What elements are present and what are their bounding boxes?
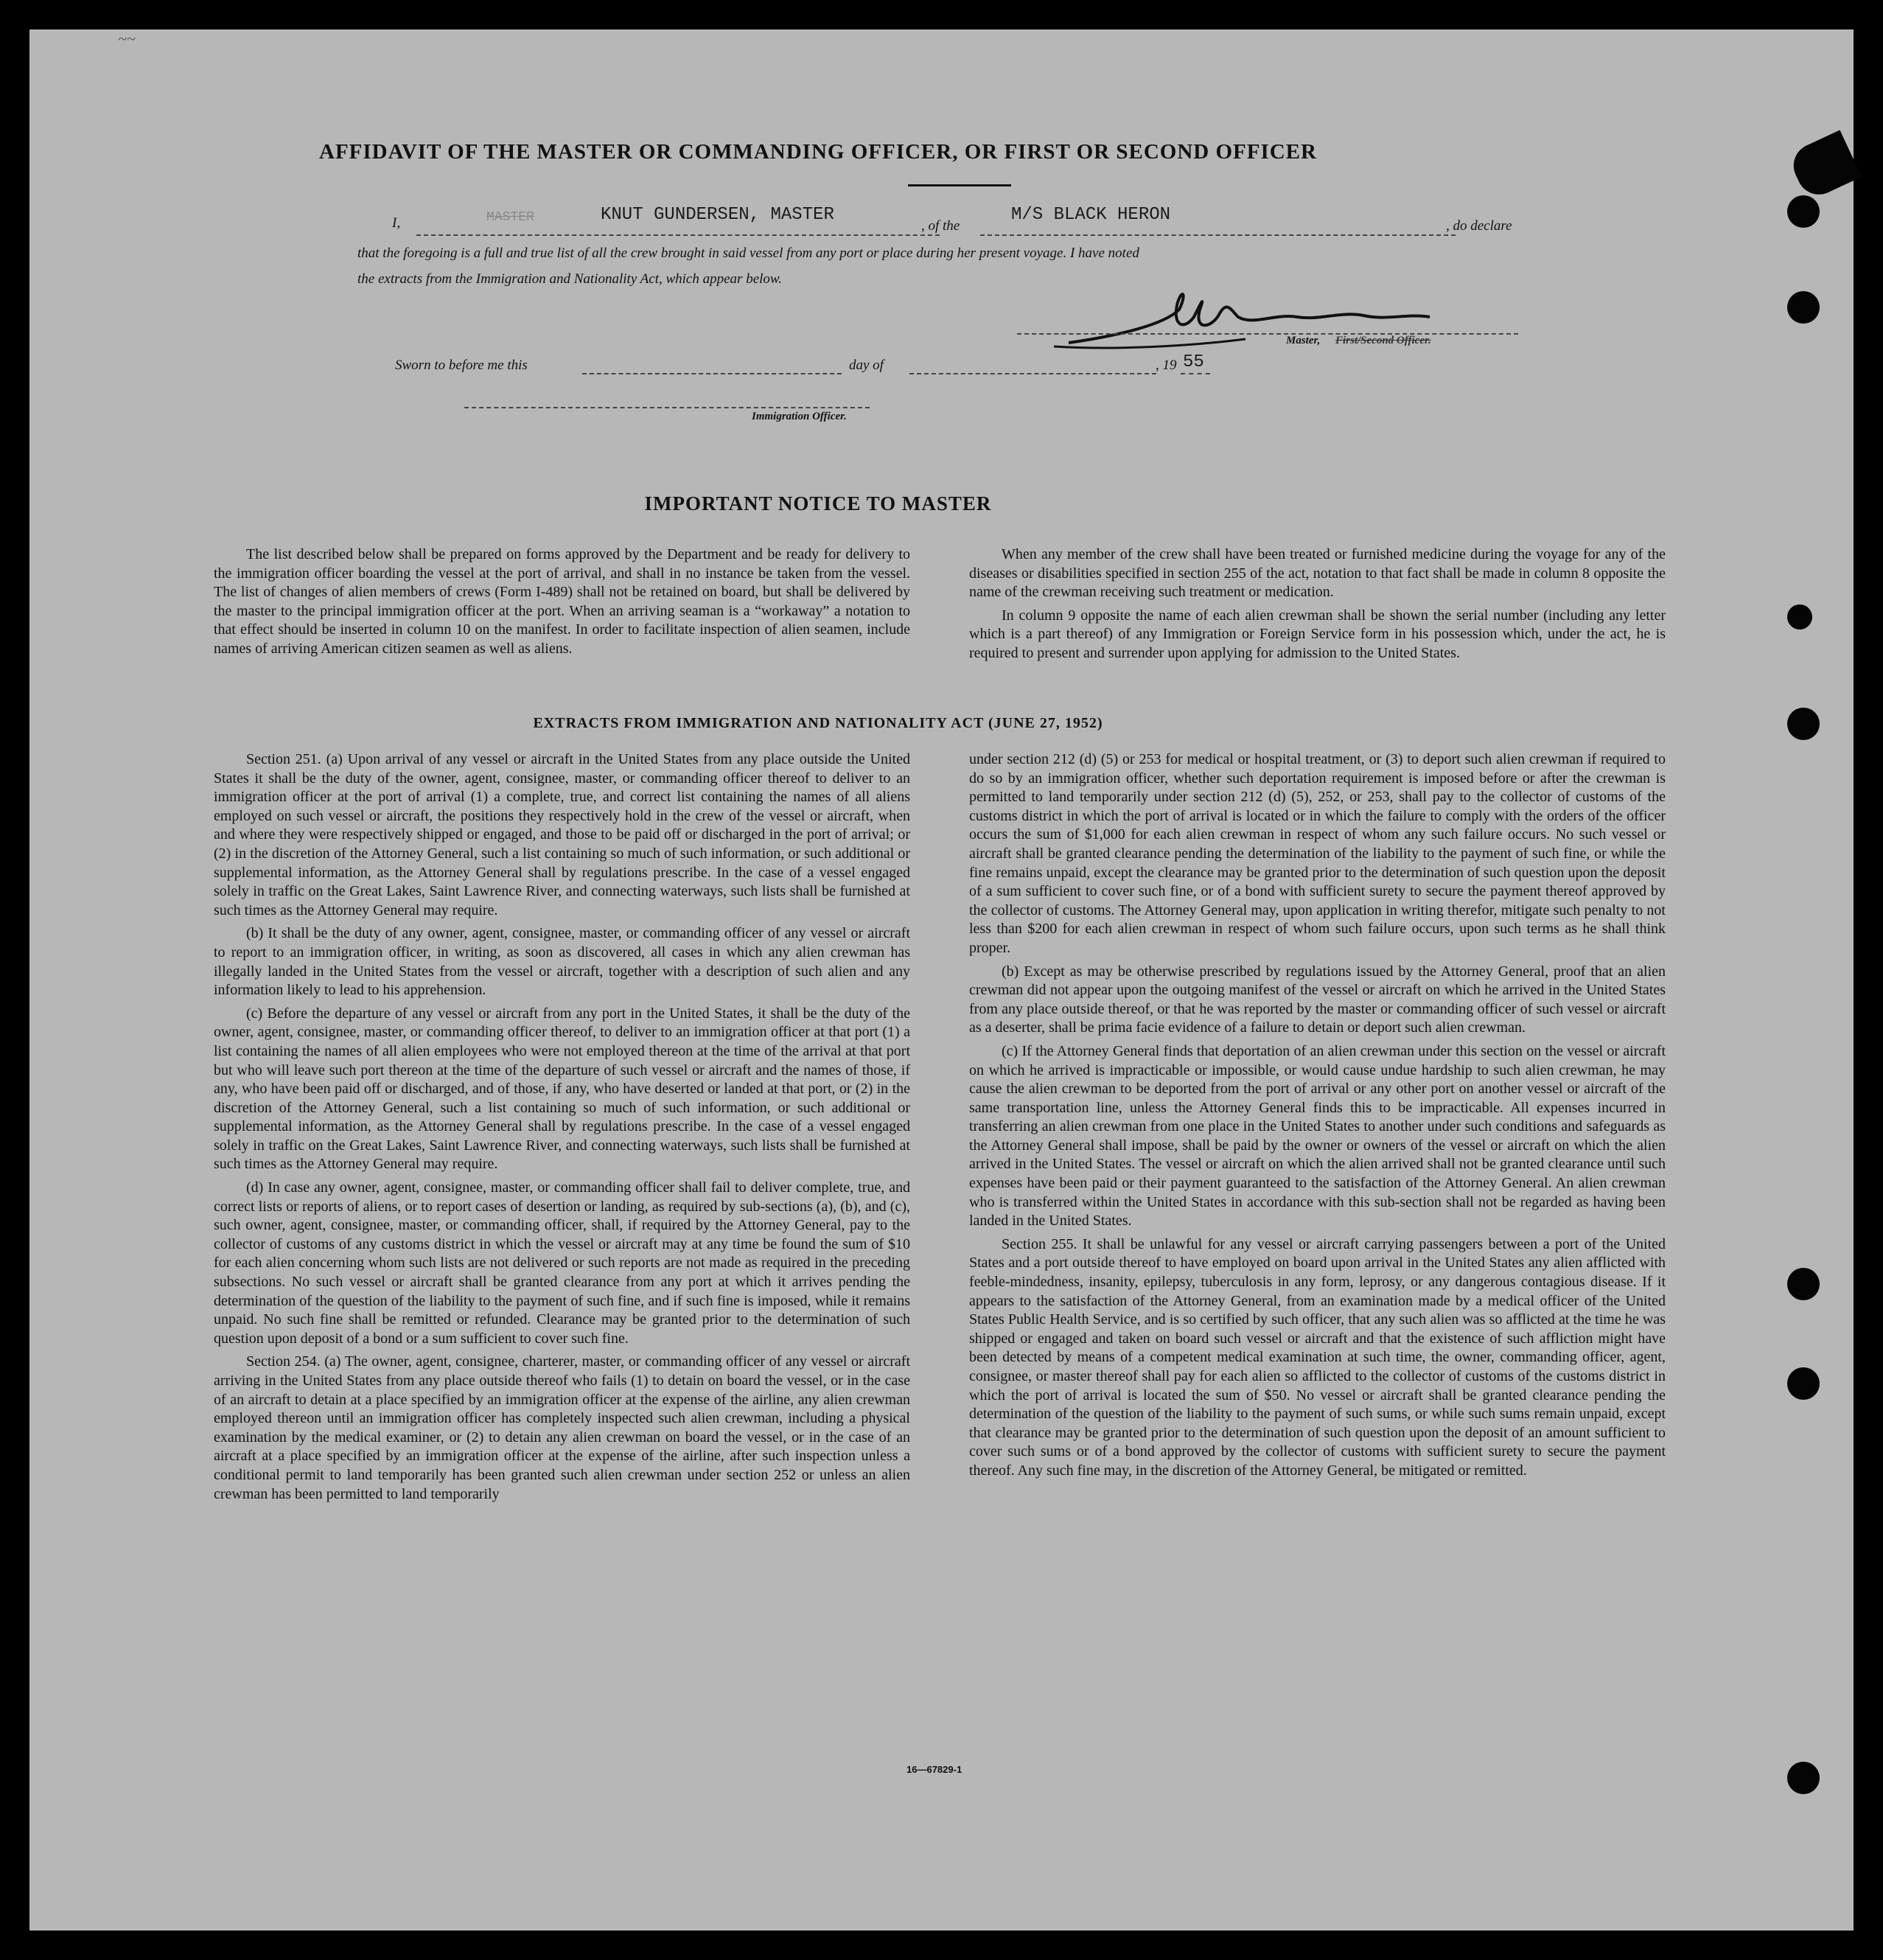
signature-line [1017, 333, 1518, 335]
binder-hole [1787, 1762, 1820, 1794]
binder-hole [1787, 1268, 1820, 1300]
section-251-b: (b) It shall be the duty of any owner, agent, consignee, master, or commanding officer of any vessel or aircraft to report to an immigration officer, in writing, as soon as discovered, all cases in which any alien crewman has illegally landed in the United States from the vessel or aircraft, together with a description of such alien and any information likely to lead to his apprehension. [214, 925, 910, 999]
binder-hole [1787, 1367, 1820, 1400]
section-254-a-continued: under section 212 (d) (5) or 253 for medical or hospital treatment, or (3) to deport such alien crewman if required to do so by an immigration officer, whether such deportation requirement is imposed before or after the crewman is permitted to land temporarily under section 212 (d) (5), 252, or 253, shall pay to the collector of customs of the customs district in which the port of arrival is located or in which the failure to comply with the orders of the officer occurs the sum of $1,000 for each alien crewman in respect of whom any such failure occurs. No such vessel or aircraft shall be granted clearance pending the determination of the liability to the payment of such fine, or while the fine remains unpaid, except the clearance may be granted prior to the determination of such question upon the deposit of a sum sufficient to cover such fine, or of a bond with sufficient surety to secure the payment thereof approved by the collector of customs. The Attorney General may, upon application in writing therefor, mitigate such penalty to not less than $200 for each alien crewman in respect of whom such failure occurs, upon such terms as he shall think proper. [969, 751, 1666, 956]
struck-officer-label: First/Second Officer. [1335, 335, 1431, 346]
affidavit-title: AFFIDAVIT OF THE MASTER OR COMMANDING OFFICER, OR FIRST OR SECOND OFFICER [319, 140, 1317, 164]
section-251-c: (c) Before the departure of any vessel or aircraft from any port in the United States, it shall be the duty of the owner, agent, consignee, master, or commanding officer thereof, to deliver to an immigration officer at that port (1) a list containing the names of all alien employees who were not employed thereon at the time of the arrival at that port but who will leave such port thereon at the time of the departure of such vessel or aircraft and the names of those, if any, who have been paid off or discharged, and of those, if any, who have deserted or landed at that port, or (2) in the discretion of the Attorney General, such a list containing so much of such information, or such additional or supplemental information, as the Attorney General shall by regulations prescribe. In the case of a vessel engaged solely in traffic on the Great Lakes, Saint Lawrence River, and connecting waterways, such lists shall be furnished at such times as the Attorney General may require. [214, 1005, 910, 1173]
affidavit-statement-1: that the foregoing is a full and true list of all the crew brought in said vessel from any port or place during her present voyage. I have noted [357, 245, 1139, 261]
corner-pencil-mark: ~~ [118, 29, 136, 48]
section-251-a: Section 251. (a) Upon arrival of any vessel or aircraft in the United States from any place outside the United States it shall be the duty of the owner, agent, consignee, master, or commanding officer thereof to deliver to an immigration officer at the port of arrival (1) a complete, true, and correct list containing the names of all aliens employed on such vessel or aircraft, the positions they respectively hold in the crew of the vessel or aircraft, when and where they were respectively shipped or engaged, and those to be paid off or discharged in the port of arrival; or (2) in the discretion of the Attorney General, such a list containing so much of such information, or such additional or supplemental information, as the Attorney General shall by regulations prescribe. In the case of a vessel engaged solely in traffic on the Great Lakes, Saint Lawrence River, and connecting waterways, such lists shall be furnished at such times as the Attorney General may require. [214, 751, 910, 918]
section-254-a: Section 254. (a) The owner, agent, consignee, charterer, master, or commanding officer of any vessel or aircraft arriving in the United States from any place outside thereof who fails (1) to detain on board the vessel, or in the case of an aircraft to detain at a place specified by an immigration officer at the expense of the airline, any alien crewman employed thereon until an immigration officer has completely inspected such alien crewman, including a physical examination by the medical examiner, or (2) to detain any alien crewman on board the vessel, or in the case of an aircraft at a place specified by an immigration officer at the expense of the airline, after such inspection unless a conditional permit to land temporarily has been granted such alien crewman under section 252 or unless an alien crewman has been permitted to land temporarily [214, 1353, 910, 1502]
notice-right-column [969, 545, 1666, 668]
binder-hole [1787, 291, 1820, 324]
extracts-right-column [969, 750, 1666, 1485]
label-sworn-before: Sworn to before me this [395, 358, 528, 373]
year-line [1181, 373, 1210, 374]
sworn-month-line [909, 373, 1156, 374]
vessel-line [980, 234, 1456, 236]
master-signature [1054, 280, 1467, 361]
label-i: I, [392, 215, 401, 231]
torn-edge [1786, 130, 1862, 201]
binder-hole [1787, 195, 1820, 228]
label-master: Master, [1286, 335, 1321, 346]
section-251-d: (d) In case any owner, agent, consignee, master, or commanding officer shall fail to deliver complete, true, and correct lists or reports of aliens, or to report cases of desertion or landing, as required by sub-sections (a), (b), and (c), such owner, agent, consignee, master, or commanding officer, shall, if required by the Attorney General, pay to the collector of customs of any customs district in which the vessel or aircraft may at any time be found the sum of $10 for each alien concerning whom such lists are not delivered or such reports are not made as required in the preceding subsections. No such vessel or aircraft shall be granted clearance from any port at which it arrives pending the determination of the question of the liability to the payment of such fine, and if such fine is imposed, while it remains unpaid. No such fine shall be remitted or refunded. Clearance may be granted prior to the determination of such question upon deposit of a bond or a sum sufficient to cover such fine. [214, 1179, 910, 1347]
sworn-day-line [582, 373, 842, 374]
struck-master-word: MASTER [486, 210, 534, 225]
section-254-b: (b) Except as may be otherwise prescribed by regulations issued by the Attorney General, proof that an alien crewman did not appear upon the outgoing manifest of the vessel or aircraft on which he arrived in the United States from any place outside thereof, or that he was reported by the master or commanding officer of such vessel or aircraft as a deserter, shall be prima facie evidence of a failure to detain or deport such alien crewman. [969, 963, 1666, 1036]
title-rule [908, 184, 1011, 186]
notice-left-column [214, 545, 910, 663]
notice-left-paragraph: The list described below shall be prepared on forms approved by the Department and be ready for delivery to the immigration officer boarding the vessel at the port of arrival, and shall in no instance be taken from the vessel. The list of changes of alien members of crews (Form I-489) shall not be retained on board, but shall be delivered by the master to the principal immigration officer at the port. When an arriving seaman is a “workaway” a notation to that effect should be inserted in column 10 on the manifest. In order to facilitate inspection of alien seamen, include names of arriving American citizen seamen as well as aliens. [214, 546, 910, 657]
document-page [29, 29, 1854, 1931]
binder-hole [1787, 708, 1820, 740]
extracts-left-column [214, 750, 910, 1508]
year-suffix: 55 [1183, 352, 1204, 372]
label-day-of: day of [849, 358, 884, 373]
binder-hole [1787, 604, 1812, 629]
declarant-name: KNUT GUNDERSEN, MASTER [601, 205, 834, 225]
section-255: Section 255. It shall be unlawful for any vessel or aircraft carrying passengers between a port of the United States and a port outside thereof to have employed on board upon arrival in the United States any alien afflicted with feeble-mindedness, insanity, epilepsy, tuberculosis in any form, leprosy, or any dangerous contagious disease. If it appears to the satisfaction of the Attorney General, from an examination made by a medical officer of the United States Public Health Service, and is so certified by such officer, that any such alien was so afflicted at the time he was shipped or engaged and taken on board such vessel or aircraft and that the existence of such affliction might have been detected by means of a competent medical examination at such time, the owner, commanding officer, agent, consignee, or master thereof shall pay for each alien so afflicted to the collector of customs of the customs district in which the port of arrival is located the sum of $50. No vessel or aircraft shall be granted clearance pending the determination of the question of the liability to the payment of such sums, or while such sums remain unpaid, except that clearance may be granted prior to the determination of such question upon the deposit of an amount sufficient to cover such sums or of a bond approved by the collector of customs with sufficient surety to secure the payment thereof. Any such fine may, in the discretion of the Attorney General, be mitigated or remitted. [969, 1235, 1666, 1479]
notice-right-paragraph-2: In column 9 opposite the name of each alien crewman shall be shown the serial number (including any letter which is a part thereof) of any Immigration or Foreign Service form in his possession which, under the act, he is required to present and surrender upon applying for admission to the United States. [969, 607, 1666, 661]
extracts-title: EXTRACTS FROM IMMIGRATION AND NATIONALITY ACT (JUNE 27, 1952) [533, 715, 1103, 731]
label-do-declare: , do declare [1446, 218, 1512, 234]
affidavit-statement-2: the extracts from the Immigration and Nationality Act, which appear below. [357, 271, 782, 287]
notice-title: IMPORTANT NOTICE TO MASTER [644, 492, 992, 515]
label-immigration-officer: Immigration Officer. [752, 411, 847, 422]
declarant-line [416, 234, 940, 236]
vessel-name: M/S BLACK HERON [1011, 205, 1171, 225]
label-of-the: , of the [921, 218, 960, 234]
notice-right-paragraph-1: When any member of the crew shall have been treated or furnished medicine during the voyage for any of the diseases or disabilities specified in section 255 of the act, notation to that fact shall be made in column 8 opposite the name of the crewman receiving such treatment or medication. [969, 546, 1666, 601]
immigration-officer-line [464, 407, 870, 408]
label-year-prefix: , 19 [1156, 358, 1177, 373]
form-number: 16—67829-1 [906, 1764, 963, 1775]
section-254-c: (c) If the Attorney General finds that deportation of an alien crewman under this section on the vessel or aircraft on which he arrived is impracticable or impossible, or would cause undue hardship to such alien crewman, he may cause the alien crewman to be deported from the port of arrival or any other port on another vessel or aircraft of the same transportation line, unless the Attorney General finds this to be impracticable. All expenses incurred in transferring an alien crewman from one place in the United States to another under such conditions and safeguards as the Attorney General shall impose, shall be paid by the owner or owners of the vessel or aircraft on which the alien arrived in the United States. The vessel or aircraft on which the alien arrived shall not be granted clearance until such expenses have been paid or their payment guaranteed to the satisfaction of the Attorney General. An alien crewman who is transferred within the United States in accordance with this sub-section shall not be regarded as having been landed in the United States. [969, 1042, 1666, 1230]
